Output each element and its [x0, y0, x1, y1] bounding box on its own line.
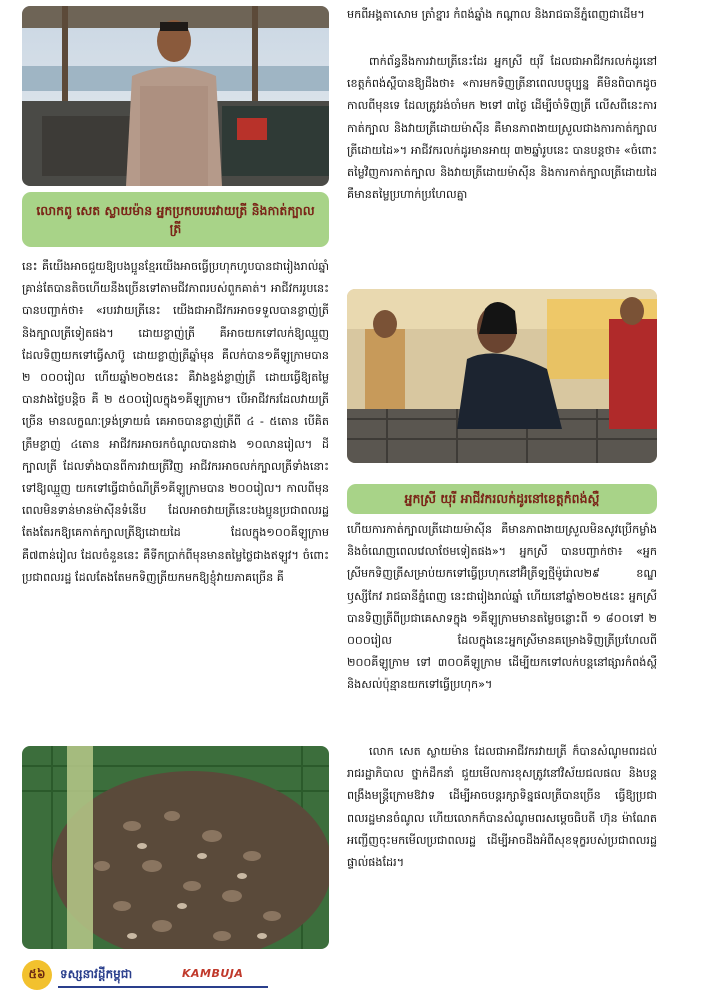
caption-farmer-text: លោកពូ សេត ស្លាយម៉ាន អ្នកប្រកបរបរវាយត្រី និងកាត់ក្បាលត្រី — [36, 202, 315, 236]
magazine-name: ទស្សនាវដ្តីកម្ពុជា — [60, 967, 133, 981]
magazine-brand: KAMBUJA — [182, 967, 244, 980]
photo-farmer — [22, 6, 329, 186]
left-column-paragraph: នេះ គឺយើងអាចជួយឱ្យបងប្អូនខ្មែរយើងអាចធ្វើប្រហុកហូបបានជារៀងរាល់ឆ្នាំ គ្រាន់តែបានតិចហើយនឹងច្រើនទៅតាមជីវភាពរបស់ពួកគាត់។ អាជីវកររូបនេះបានបញ្ជាក់ថា៖ «របរវាយត្រីនេះ យើងជាអាជីវករអាចទទួលបានខ្លាញ់ត្រី និងក្បាលត្រីទៀតផង។ ដោយខ្លាញ់ត្រី គឺអាចយកទៅលក់ឱ្យឈ្មួញ ដែលទិញយកទៅធ្វើសាប៊ូ ដោយខ្លាញ់ត្រីឆ្នាំមុន គឺលក់បាន១គីឡូក្រាមបាន ២ ០០០រៀល ហើយឆ្នាំ២០២៥នេះ គឺវាងខ្ទង់ខ្លាញ់ត្រី ដោយធ្វើឱ្យតម្លៃបានវាងថ្លៃបន្តិច គឺ ២ ៥០០រៀលក្នុង១គីឡូក្រាម។ បើអាជីវករដែលវាយត្រីច្រើន មានលក្ខណៈទ្រង់ទ្រាយធំ គេអាចបានខ្លាញ់ត្រីពី ៤ - ៥តោន បើគិតត្រឹមខ្លាញ់ ៤តោន អាជីវករអាចរកចំណូលបានជាង ១០លានរៀល។ ដីក្បាលត្រី ដែលទាំងបានពីការវាយត្រីវិញ អាជីវករអាចលក់ក្បាលត្រីទាំងនោះទៅឱ្យឈ្មួញ យកទៅធ្វើជាចំណីត្រី១គីឡូក្រាមបាន ២០០រៀល។ កាលពីមុន ពេលមិនទាន់មានម៉ាស៊ីនទំនើប ដែលអាចវាយត្រីនេះបងប្អូនប្រជាពលរដ្ឋតែងតែរកឱ្យគេកាត់ក្បាលត្រីឱ្យដោយដៃ ដែលក្នុង១០០គីឡូក្រាម គឺ៧ពាន់រៀល ដែលចំនួននេះ គឺទីកប្រាក់ពីមុនមានតម្លៃថ្លៃជាងឥឡូវ។ ចំពោះប្រជាពលរដ្ឋ ដែលតែងតែមកទិញត្រីយកមកឱ្យខ្ញុំវាយភាគច្រើន គឺ — [22, 260, 329, 584]
caption-woman-vendor-text: អ្នកស្រី យុរី អាជីវករលក់ដូរនៅខេត្តកំពង់ស្ពឺ — [404, 491, 600, 506]
photo-woman-vendor — [347, 289, 657, 463]
right-column-paragraph-1: មកពីអង្គតាសោម ត្រាំខ្នារ កំពង់ឆ្នាំង កណ្ដាល និងរាជធានីភ្នំពេញជាដើម។ — [347, 8, 645, 21]
right-column-paragraph-4: លោក សេត ស្លាយម៉ាន ដែលជាអាជីវករវាយត្រី ក៏បានសំណូមពរដល់រាជរដ្ឋាភិបាល ថ្នាក់ដឹកនាំ ជួយមើលការខុសត្រូវនៅវិស័យជលផល និងបន្តពង្រឹងមន្ត្រីក្រោមឱវាទ ដើម្បីអាចបន្តរក្សាទិន្នផលត្រីបានច្រើន ធ្វើឱ្យប្រជាពលរដ្ឋមានចំណូល ហើយលោកក៏បានសំណូមពរសម្ដេចធិបតី ហ៊ុន ម៉ាណែត អញ្ជើញចុះមកមើលប្រជាពលរដ្ឋ ដើម្បីអាចដឹងអំពីសុខទុក្ខរបស់ប្រជាពលរដ្ឋផ្ទាល់ផងដែរ។ — [347, 745, 657, 870]
photo-fish-basket-image — [22, 746, 329, 949]
caption-woman-vendor — [347, 484, 657, 514]
footer-rule — [58, 986, 268, 988]
photo-farmer-image — [22, 6, 329, 186]
page-footer — [22, 960, 322, 990]
right-column-paragraph-2: ពាក់ព័ន្ធនឹងការវាយត្រីនេះដែរ អ្នកស្រី យុរី ដែលជាអាជីវករលក់ដូរនៅខេត្តកំពង់ស្ពឺបានឱ្យដឹងថា៖ «ការមកទិញត្រីនាពេលបច្ចុប្បន្ន គឺមិនពិបាកដូចកាលពីមុនទេ ដែលត្រូវរង់ចាំមក ២ទៅ ៣ថ្ងៃ ដើម្បីចាំទិញត្រី លើសពីនេះការកាត់ក្បាល និងវាយត្រីដោយម៉ាស៊ីន គឺមានភាពងាយស្រួលជាងការកាត់ក្បាលត្រីដោយដៃ»។ អាជីវករលក់ដូរមានអាយុ ៣២ឆ្នាំរូបនេះ បានបន្តថា៖ «ចំពោះតម្លៃវិញការកាត់ក្បាល និងវាយត្រីដោយម៉ាស៊ីន និងការកាត់ក្បាលត្រីដោយដៃ គឺមានតម្លៃប្រហាក់ប្រហែលគ្នា — [347, 55, 657, 202]
right-column-paragraph-3: ហើយការកាត់ក្បាលត្រីដោយម៉ាស៊ីន គឺមានភាពងាយស្រួលមិនសូវប្រើកម្លាំង និងចំណេញពេលវេលាថែមទៀតផង»។ អ្នកស្រី បានបញ្ជាក់ថា៖ «អ្នកស្រីមកទិញត្រីសម្រាប់យកទៅធ្វើប្រហុកនៅអ៊ិត្រីទ្បថ្មីម៉ូរ៉ោល២៩ ខណ្ឌឫស្សីកែវ រាជធានីភ្នំពេញ នេះជារៀងរាល់ឆ្នាំ ហើយនៅឆ្នាំ២០២៥នេះ អ្នកស្រីបានទិញត្រីពីប្រជាគេសាទក្នុង ១គីឡូក្រាមមានតម្លៃចន្លោះពី ១ ៨០០ទៅ ២ ០០០រៀល ដែលក្នុងនេះអ្នកស្រីមានគម្រោងទិញត្រីប្រហែលពី ២០០គីឡូក្រាម ទៅ ៣០០គីឡូក្រាម ដើម្បីយកទៅលក់បន្តនៅផ្សារកំពង់ស្ពឺ និងសល់ប៉ុន្មានយកទៅធ្វើប្រហុក»។ — [347, 523, 657, 692]
photo-fish-basket — [22, 746, 329, 949]
caption-farmer — [22, 192, 329, 247]
page-number: ៥៦ — [28, 967, 46, 981]
page-number-badge — [22, 960, 52, 990]
photo-woman-vendor-image — [347, 289, 657, 463]
